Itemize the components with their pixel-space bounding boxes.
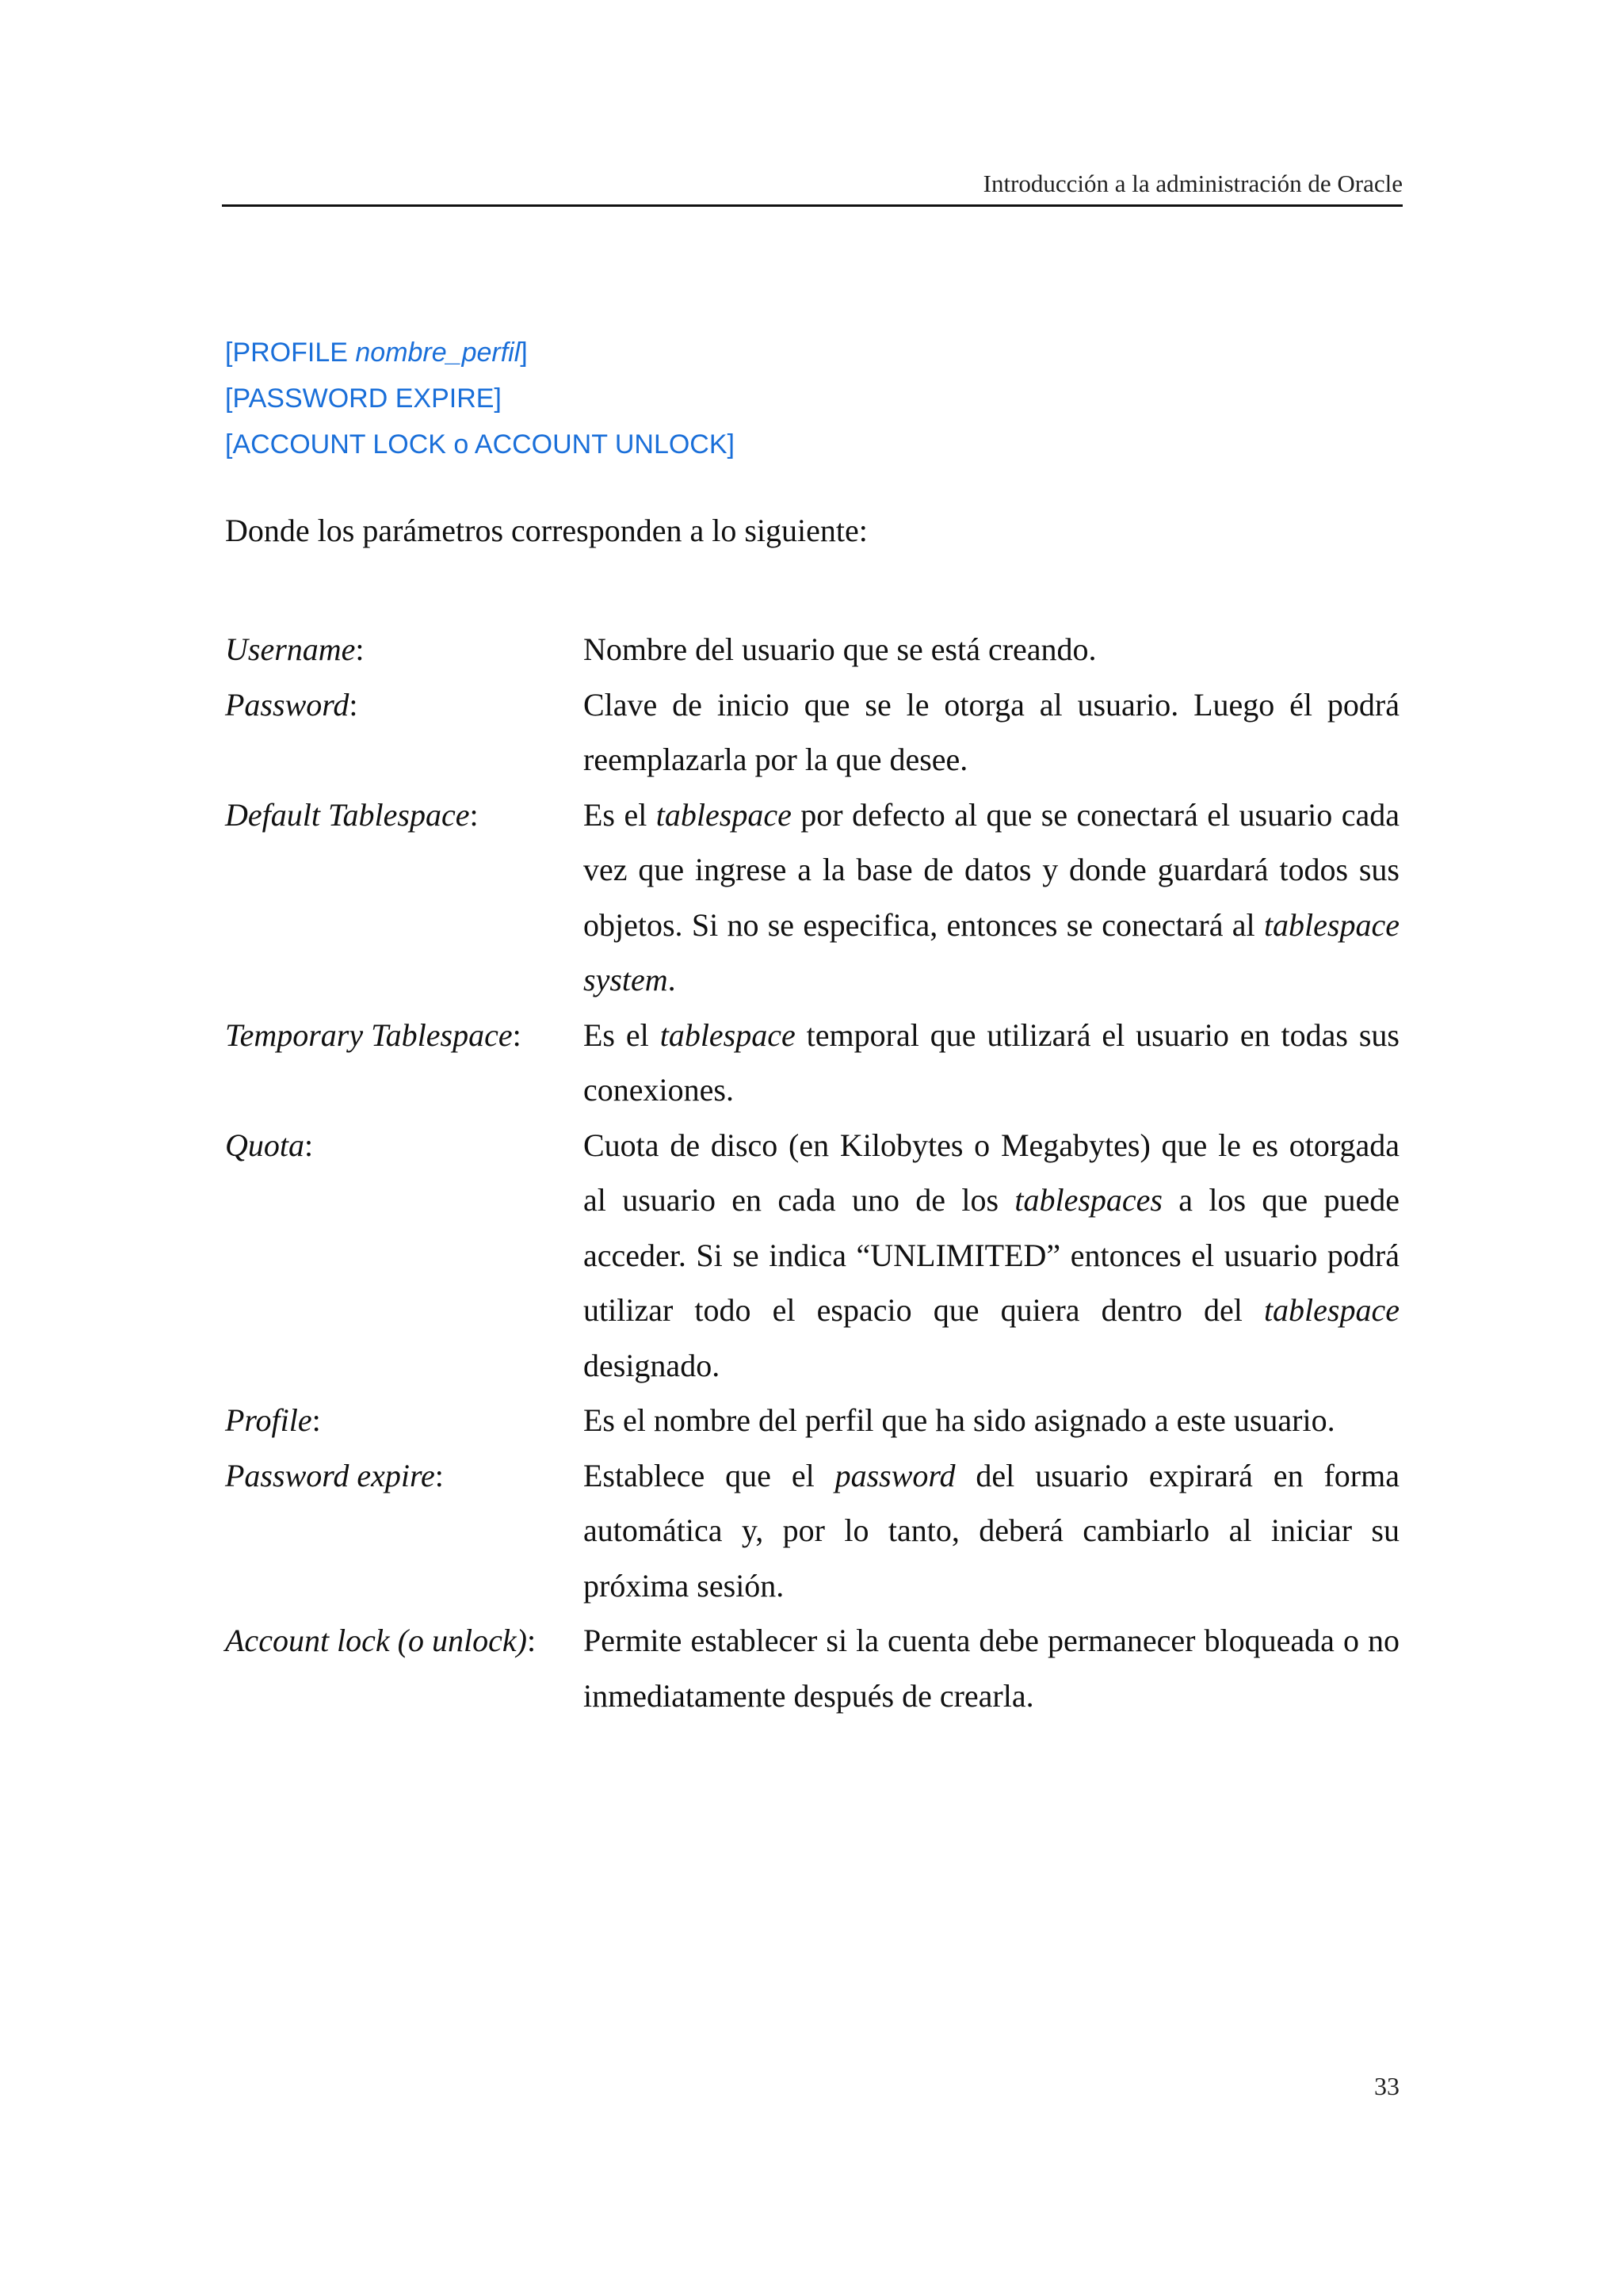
syntax-line-password-expire: [PASSWORD EXPIRE]	[225, 383, 502, 414]
syntax-profile-close: ]	[520, 338, 528, 368]
param-row-profile	[225, 1393, 1400, 1448]
page-number: 33	[1374, 2072, 1400, 2100]
sql-syntax-block	[225, 330, 735, 467]
param-term: Username:	[225, 631, 365, 667]
syntax-profile-keyword: [PROFILE	[225, 338, 356, 368]
running-header: Introducción a la administración de Oracle	[983, 170, 1403, 197]
param-desc: Establece que el password del usuario expirará en forma automática y, por lo tanto, deberá cambiarlo al iniciar su próxima sesión.	[583, 1457, 1400, 1604]
param-term: Default Tablespace:	[225, 796, 479, 833]
param-row-quota	[225, 1118, 1400, 1394]
param-desc: Nombre del usuario que se está creando.	[583, 631, 1097, 667]
param-desc: Cuota de disco (en Kilobytes o Megabytes) que le es otorgada al usuario en cada uno de los tablespaces a los que puede acceder. Si se indica “UNLIMITED” entonces el usuario podrá utilizar todo el espacio que quiera dentro del tablespace designado.	[583, 1127, 1400, 1383]
param-row-password	[225, 677, 1400, 788]
param-row-default-tablespace	[225, 788, 1400, 1008]
param-row-password-expire	[225, 1448, 1400, 1614]
param-term: Quota:	[225, 1127, 314, 1163]
param-desc: Permite establecer si la cuenta debe permanecer bloqueada o no inmediatamente después de crearla.	[583, 1623, 1400, 1714]
param-row-temporary-tablespace	[225, 1008, 1400, 1118]
intro-paragraph: Donde los parámetros corresponden a lo siguiente:	[225, 513, 868, 548]
param-term: Profile:	[225, 1402, 321, 1438]
param-term: Account lock (o unlock):	[225, 1623, 537, 1658]
param-term: Password expire:	[225, 1457, 444, 1493]
syntax-line-profile	[225, 330, 735, 376]
parameter-list	[225, 622, 1400, 1723]
header-rule	[222, 204, 1403, 207]
param-desc: Es el tablespace temporal que utilizará el usuario en todas sus conexiones.	[583, 1016, 1400, 1108]
param-desc: Es el tablespace por defecto al que se conectará el usuario cada vez que ingrese a la base de datos y donde guardará todos sus objetos. Si no se especifica, entonces se conectará al tablespace system.	[583, 796, 1400, 997]
param-desc: Es el nombre del perfil que ha sido asignado a este usuario.	[583, 1402, 1335, 1438]
param-term: Temporary Tablespace:	[225, 1016, 521, 1053]
param-term: Password:	[225, 686, 358, 723]
param-row-username	[225, 622, 1400, 677]
param-desc: Clave de inicio que se le otorga al usuario. Luego él podrá reemplazarla por la que desee.	[583, 686, 1400, 777]
syntax-profile-arg: nombre_perfil	[355, 338, 521, 368]
param-row-account-lock	[225, 1613, 1400, 1723]
syntax-line-account-lock: [ACCOUNT LOCK o ACCOUNT UNLOCK]	[225, 429, 735, 460]
